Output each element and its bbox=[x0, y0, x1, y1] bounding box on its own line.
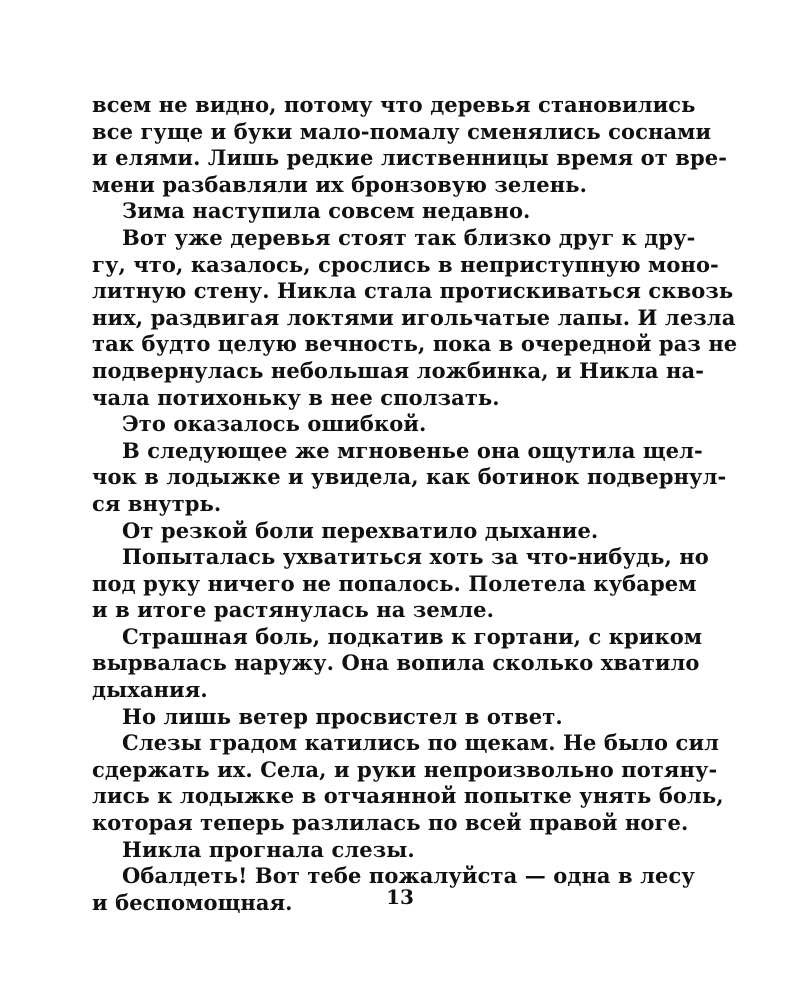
text-line: всем не видно, потому что деревья становились bbox=[92, 92, 696, 117]
text-line: Это оказалось ошибкой. bbox=[122, 411, 427, 437]
text-line: гу, что, казалось, срослись в неприступную моно- bbox=[92, 251, 719, 277]
text-line: них, раздвигая локтями игольчатые лапы. И лезла bbox=[92, 304, 736, 330]
text-line: Зима наступила совсем недавно. bbox=[122, 198, 531, 224]
page-text bbox=[92, 92, 738, 916]
text-line: которая теперь разлилась по всей правой ноге. bbox=[92, 810, 689, 836]
text-line: Страшная боль, подкатив к гортани, с криком bbox=[122, 623, 703, 649]
page-number: 13 bbox=[386, 885, 414, 909]
text-line: лись к лодыжке в отчаянной попытке унять боль, bbox=[92, 783, 724, 809]
text-line: все гуще и буки мало-помалу сменялись соснами bbox=[92, 118, 712, 144]
text-line: Вот уже деревья стоят так близко друг к дру- bbox=[122, 224, 696, 250]
text-line: Никла прогнала слезы. bbox=[122, 836, 415, 862]
text-line: и беспомощная. bbox=[92, 889, 293, 915]
text-line: под руку ничего не попалось. Полетела кубарем bbox=[92, 570, 697, 596]
text-line: литную стену. Никла стала протискиваться сквозь bbox=[92, 278, 734, 304]
text-line: мени разбавляли их бронзовую зелень. bbox=[92, 171, 587, 197]
text-line: и в итоге растянулась на земле. bbox=[92, 597, 494, 623]
text-line: Слезы градом катились по щекам. Не было сил bbox=[122, 730, 720, 756]
text-line: чала потихоньку в нее сползать. bbox=[92, 384, 500, 410]
text-line: подвернулась небольшая ложбинка, и Никла на- bbox=[92, 357, 705, 383]
text-line: чок в лодыжке и увидела, как ботинок подвернул- bbox=[92, 464, 727, 490]
text-line: вырвалась наружу. Она вопила сколько хватило bbox=[92, 650, 700, 676]
text-line: так будто целую вечность, пока в очередной раз не bbox=[92, 331, 738, 357]
text-line: дыхания. bbox=[92, 677, 208, 703]
text-line: В следующее же мгновенье она ощутила щел- bbox=[122, 437, 703, 463]
text-line: От резкой боли перехватило дыхание. bbox=[122, 517, 599, 543]
text-line: сдержать их. Села, и руки непроизвольно потяну- bbox=[92, 756, 718, 782]
text-line: Обалдеть! Вот тебе пожалуйста — одна в лесу bbox=[122, 863, 695, 889]
text-line: ся внутрь. bbox=[92, 490, 222, 516]
text-line: и елями. Лишь редкие лиственницы время от вре- bbox=[92, 145, 728, 171]
text-line: Но лишь ветер просвистел в ответ. bbox=[122, 703, 563, 729]
text-line: Попыталась ухватиться хоть за что-нибудь, но bbox=[122, 544, 709, 570]
